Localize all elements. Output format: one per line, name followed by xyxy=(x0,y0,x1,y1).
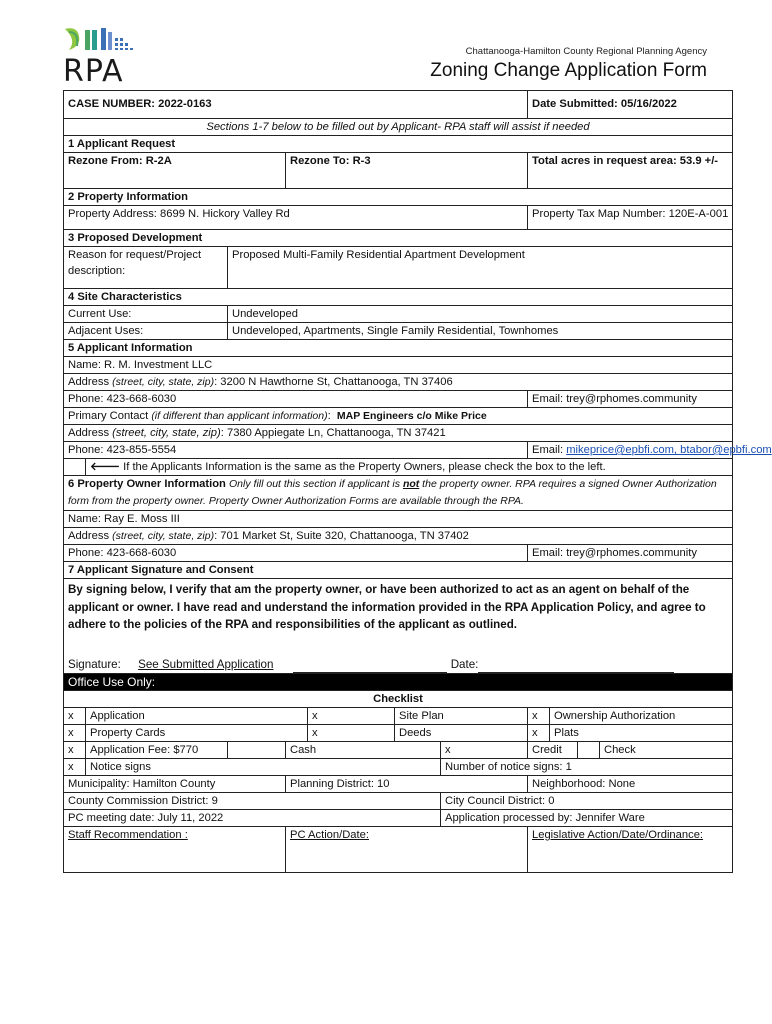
check-property-cards: x xyxy=(64,725,86,742)
property-cards-label: Property Cards xyxy=(86,725,308,742)
check-application: x xyxy=(64,708,86,725)
owner-name: Name: Ray E. Moss III xyxy=(64,511,733,528)
signature-line xyxy=(68,656,728,674)
applicant-phone: Phone: 423-668-6030 xyxy=(64,391,528,408)
owner-address-label: Address xyxy=(68,530,110,542)
address-label: Address xyxy=(68,376,110,388)
rezone-to: Rezone To: R-3 xyxy=(286,153,528,189)
owner-note-not: not xyxy=(402,478,420,490)
check-plats: x xyxy=(528,725,550,742)
case-number: CASE NUMBER: 2022-0163 xyxy=(64,91,528,119)
commission-district: County Commission District: 9 xyxy=(64,793,441,810)
check-credit: x xyxy=(441,742,528,759)
section-6-heading-row xyxy=(64,476,733,511)
legislative-action: Legislative Action/Date/Ordinance: xyxy=(528,827,733,873)
reason-label: Reason for request/Project description: xyxy=(64,247,228,289)
consent-text: By signing below, I verify that am the property owner, or have been authorized to act as an agent on behalf of the applicant or owner. I have read and understand the information provided in the RPA Application Policy, and agree to adhere to the policies of the RPA and responsibilities of the applicant as outlined. xyxy=(68,583,706,631)
contact-value: MAP Engineers c/o Mike Price xyxy=(336,410,487,422)
same-as-owner-row xyxy=(86,459,733,476)
municipality: Municipality: Hamilton County xyxy=(64,776,286,793)
contact-address-label: Address xyxy=(68,427,110,439)
pc-action-date: PC Action/Date: xyxy=(286,827,528,873)
section-2-heading: 2 Property Information xyxy=(64,189,733,206)
adjacent-uses-label: Adjacent Uses: xyxy=(64,323,228,340)
address-hint: (street, city, state, zip) xyxy=(112,376,215,388)
site-plan-label: Site Plan xyxy=(395,708,528,725)
contact-address-hint: (street, city, state, zip) xyxy=(112,427,221,439)
credit-label: Credit xyxy=(528,742,578,759)
plats-label: Plats xyxy=(550,725,733,742)
form-title: Zoning Change Application Form xyxy=(430,60,707,81)
same-as-owner-text: If the Applicants Information is the same as the Property Owners, please check the box to the left. xyxy=(123,461,606,473)
planning-district: Planning District: 10 xyxy=(286,776,528,793)
contact-email xyxy=(528,442,772,459)
instructions: Sections 1-7 below to be filled out by Applicant- RPA staff will assist if needed xyxy=(64,119,733,136)
ownership-label: Ownership Authorization xyxy=(550,708,733,725)
contact-hint: (if different than applicant information) xyxy=(151,410,328,422)
owner-address xyxy=(64,528,733,545)
applicant-email: Email: trey@rphomes.community xyxy=(528,391,733,408)
check-fee: x xyxy=(64,742,86,759)
section-4-heading: 4 Site Characteristics xyxy=(64,289,733,306)
logo-mark-icon xyxy=(63,26,153,54)
rpa-logo xyxy=(63,26,153,89)
cash-box xyxy=(228,742,286,759)
contact-email-label: Email: xyxy=(532,444,564,456)
cash-label: Cash xyxy=(286,742,441,759)
logo-text: RPA xyxy=(63,54,124,89)
application-fee: Application Fee: $770 xyxy=(86,742,228,759)
reason-value: Proposed Multi-Family Residential Apartment Development xyxy=(228,247,733,289)
applicant-address xyxy=(64,374,733,391)
processed-by: Application processed by: Jennifer Ware xyxy=(441,810,733,827)
owner-address-hint: (street, city, state, zip) xyxy=(112,530,215,542)
office-use-heading: Office Use Only: xyxy=(64,674,733,691)
contact-address-value: : 7380 Appiegate Ln, Chattanooga, TN 37421 xyxy=(220,427,446,439)
rezone-from: Rezone From: R-2A xyxy=(64,153,286,189)
contact-label: Primary Contact xyxy=(68,410,149,422)
owner-email: Email: trey@rphomes.community xyxy=(528,545,733,562)
current-use-value: Undeveloped xyxy=(228,306,733,323)
deeds-label: Deeds xyxy=(395,725,528,742)
tax-map-number: Property Tax Map Number: 120E-A-001 xyxy=(528,206,733,230)
address-value: : 3200 N Hawthorne St, Chattanooga, TN 37406 xyxy=(214,376,453,388)
total-acres: Total acres in request area: 53.9 +/- xyxy=(528,153,733,189)
check-site-plan: x xyxy=(308,708,395,725)
staff-recommendation: Staff Recommendation : xyxy=(64,827,286,873)
notice-signs-label: Notice signs xyxy=(86,759,441,776)
signature-label: Signature: xyxy=(68,657,121,671)
section-6-heading: 6 Property Owner Information xyxy=(68,478,226,490)
same-as-owner-checkbox[interactable] xyxy=(64,459,86,476)
applicant-name: Name: R. M. Investment LLC xyxy=(64,357,733,374)
check-deeds: x xyxy=(308,725,395,742)
number-of-signs: Number of notice signs: 1 xyxy=(441,759,733,776)
neighborhood: Neighborhood: None xyxy=(528,776,733,793)
pc-meeting-date: PC meeting date: July 11, 2022 xyxy=(64,810,441,827)
application-form xyxy=(63,90,772,873)
adjacent-uses-value: Undeveloped, Apartments, Single Family Residential, Townhomes xyxy=(228,323,733,340)
owner-note-a: Only fill out this section if applicant is xyxy=(229,478,403,490)
signature-value: See Submitted Application xyxy=(138,657,274,671)
check-box xyxy=(578,742,600,759)
contact-phone: Phone: 423-855-5554 xyxy=(64,442,528,459)
owner-address-value: : 701 Market St, Suite 320, Chattanooga, TN 37402 xyxy=(214,530,469,542)
agency-name: Chattanooga-Hamilton County Regional Planning Agency xyxy=(465,46,707,57)
section-1-heading: 1 Applicant Request xyxy=(64,136,733,153)
check-ownership: x xyxy=(528,708,550,725)
date-submitted: Date Submitted: 05/16/2022 xyxy=(528,91,733,119)
check-label: Check xyxy=(600,742,733,759)
primary-contact: Primary Contact (if different than applicant information): MAP Engineers c/o Mike Price xyxy=(64,408,733,425)
checklist-heading: Checklist xyxy=(64,691,733,708)
section-5-heading: 5 Applicant Information xyxy=(64,340,733,357)
property-address: Property Address: 8699 N. Hickory Valley Rd xyxy=(64,206,528,230)
application-label: Application xyxy=(86,708,308,725)
date-label: Date: xyxy=(450,657,479,671)
check-notice-signs: x xyxy=(64,759,86,776)
owner-note-b: the property owner. RPA requires a signed Owner Authorization form from the property owner. Property Owner Authorization Forms are available through the RPA. xyxy=(68,478,717,507)
arrow-left-icon: 🡐 xyxy=(90,461,121,473)
owner-phone: Phone: 423-668-6030 xyxy=(64,545,528,562)
section-3-heading: 3 Proposed Development xyxy=(64,230,733,247)
contact-email-link[interactable]: mikeprice@epbfi.com, btabor@epbfi.com xyxy=(566,444,772,456)
current-use-label: Current Use: xyxy=(64,306,228,323)
contact-address xyxy=(64,425,733,442)
consent-cell xyxy=(64,579,733,674)
council-district: City Council District: 0 xyxy=(441,793,733,810)
section-7-heading: 7 Applicant Signature and Consent xyxy=(64,562,733,579)
